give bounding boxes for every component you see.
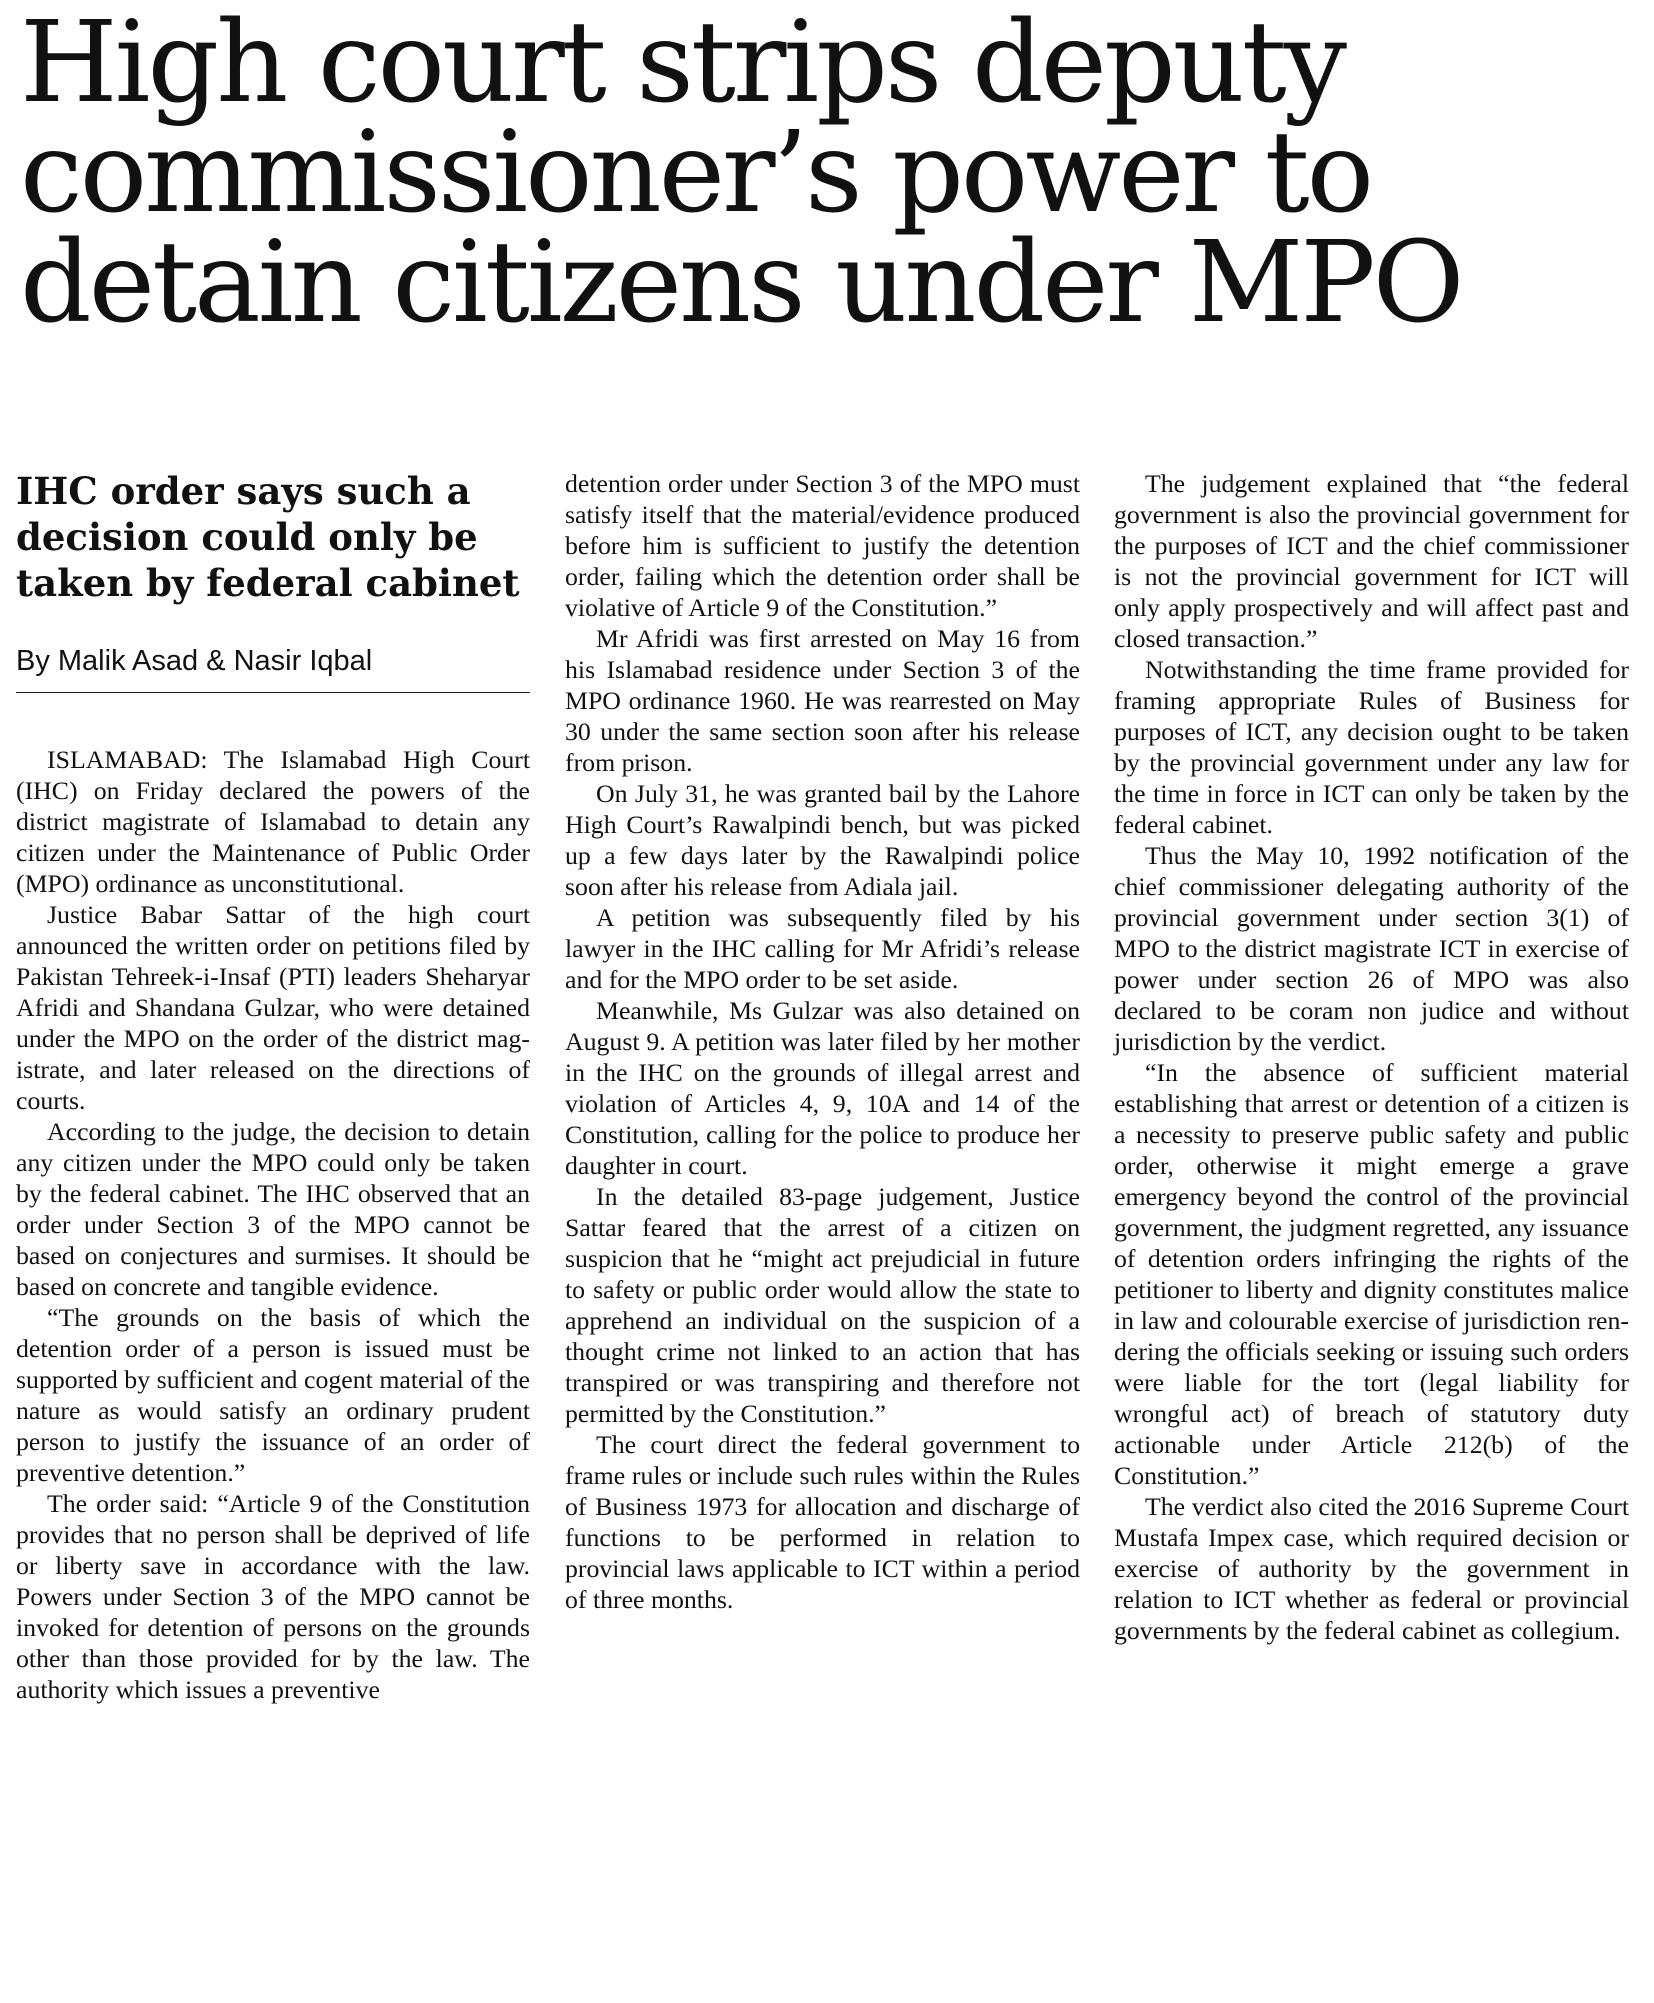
paragraph: According to the judge, the decision to detain any citizen under the MPO could only be taken by the federal cabinet. The IHC observed that an order under Section 3 of the MPO cannot be based on conjectures and surmises. It should be based on concrete and tangible evidence. <box>16 1117 530 1301</box>
paragraph: Justice Babar Sattar of the high court announced the written order on petitions filed by Pakistan Tehreek-i-Insaf (PTI) leaders Sheharyar Afridi and Shandana Gulzar, who were detained under the MPO on the order of the district magistrate, and later released on the directions of courts. <box>16 900 530 1115</box>
headline <box>20 0 1640 348</box>
paragraph: “The grounds on the basis of which the detention order of a person is issued must be supported by sufficient and cogent material of the nature as would satisfy an ordinary prudent person to justify the issuance of an order of preventive detention.” <box>16 1303 530 1487</box>
paragraph: A petition was subsequently filed by his lawyer in the IHC calling for Mr Afridi’s release and for the MPO order to be set aside. <box>565 903 1080 994</box>
headline-line: detain citizens under MPO <box>20 218 1462 348</box>
paragraph: detention order under Section 3 of the MPO must satisfy itself that the material/evidence produced before him is sufficient to justify the detention order, failing which the detention order shall be violative of Article 9 of the Constitution.” <box>565 469 1080 622</box>
paragraph: “In the absence of sufficient material establishing that arrest or detention of a citizen is a necessity to preserve public safety and public order, otherwise it might emerge a grave emergency beyond the control of the provincial government, the judgment regretted, any issuance of detention orders infringing the rights of the petitioner to liberty and dignity constitutes malice in law and colourable exercise of jurisdiction rendering the officials seeking or issuing such orders were liable for the tort (legal liability for wrongful act) of breach of statutory duty actionable under Article 212(b) of the Constitution.” <box>1114 1058 1629 1490</box>
paragraph: In the detailed 83-page judgement, Justice Sattar feared that the arrest of a citizen on suspicion that he “might act prejudicial in future to safety or public order would allow the state to apprehend an individual on the suspicion of a thought crime not linked to an action that has transpired or was transpiring and therefore not permitted by the Constitution.” <box>565 1182 1080 1428</box>
headline-line: High court strips deputy <box>20 0 1345 128</box>
paragraph: Notwithstanding the time frame provided for framing appropriate Rules of Business for purposes of ICT, any decision ought to be taken by the provincial government under any law for the time in force in ICT can only be taken by the federal cabinet. <box>1114 655 1629 839</box>
headline-line: commissioner’s power to <box>20 108 1372 238</box>
paragraph: The verdict also cited the 2016 Supreme Court Mustafa Impex case, which required decision or exercise of authority by the government in relation to ICT whether as federal or provincial governments by the federal cabinet as collegium. <box>1114 1492 1629 1645</box>
subheadline: IHC order says such a decision could only be taken by federal cabinet <box>16 469 520 605</box>
paragraph: The order said: “Article 9 of the Constitution provides that no person shall be deprived of life or liberty save in accordance with the law. Powers under Section 3 of the MPO cannot be invoked for detention of persons on the grounds other than those provided for by the law. The authority which issues a preventive <box>16 1489 530 1704</box>
column-1 <box>16 468 530 1705</box>
paragraph: Mr Afridi was first arrested on May 16 from his Islamabad residence under Section 3 of the MPO ordinance 1960. He was rearrested on May 30 under the same section soon after his release from prison. <box>565 624 1080 777</box>
paragraph: The court direct the federal government to frame rules or include such rules within the Rules of Business 1973 for allocation and discharge of functions to be performed in relation to provincial laws applicable to ICT within a period of three months. <box>565 1430 1080 1614</box>
byline: By Malik Asad & Nasir Iqbal <box>16 645 530 693</box>
paragraph: On July 31, he was granted bail by the Lahore High Court’s Rawalpindi bench, but was picked up a few days later by the Rawalpindi police soon after his release from Adiala jail. <box>565 779 1080 901</box>
column-3 <box>1114 468 1629 1646</box>
paragraph: ISLAMABAD: The Islamabad High Court (IHC) on Friday declared the powers of the district magistrate of Islamabad to detain any citizen under the Maintenance of Public Order (MPO) ordinance as unconstitutional. <box>16 745 530 898</box>
paragraph: Thus the May 10, 1992 notification of the chief commissioner delegating authority of the provincial government under section 3(1) of MPO to the district magistrate ICT in exercise of power under section 26 of MPO was also declared to be coram non judice and without jurisdiction by the verdict. <box>1114 841 1629 1056</box>
column-2 <box>565 468 1080 1615</box>
paragraph: The judgement explained that “the federal government is also the provincial government for the purposes of ICT and the chief commissioner is not the provincial government for ICT will only apply prospectively and will affect past and closed transaction.” <box>1114 469 1629 653</box>
paragraph: Meanwhile, Ms Gulzar was also detained on August 9. A petition was later filed by her mother in the IHC on the grounds of illegal arrest and violation of Articles 4, 9, 10A and 14 of the Constitution, calling for the police to produce her daughter in court. <box>565 996 1080 1180</box>
